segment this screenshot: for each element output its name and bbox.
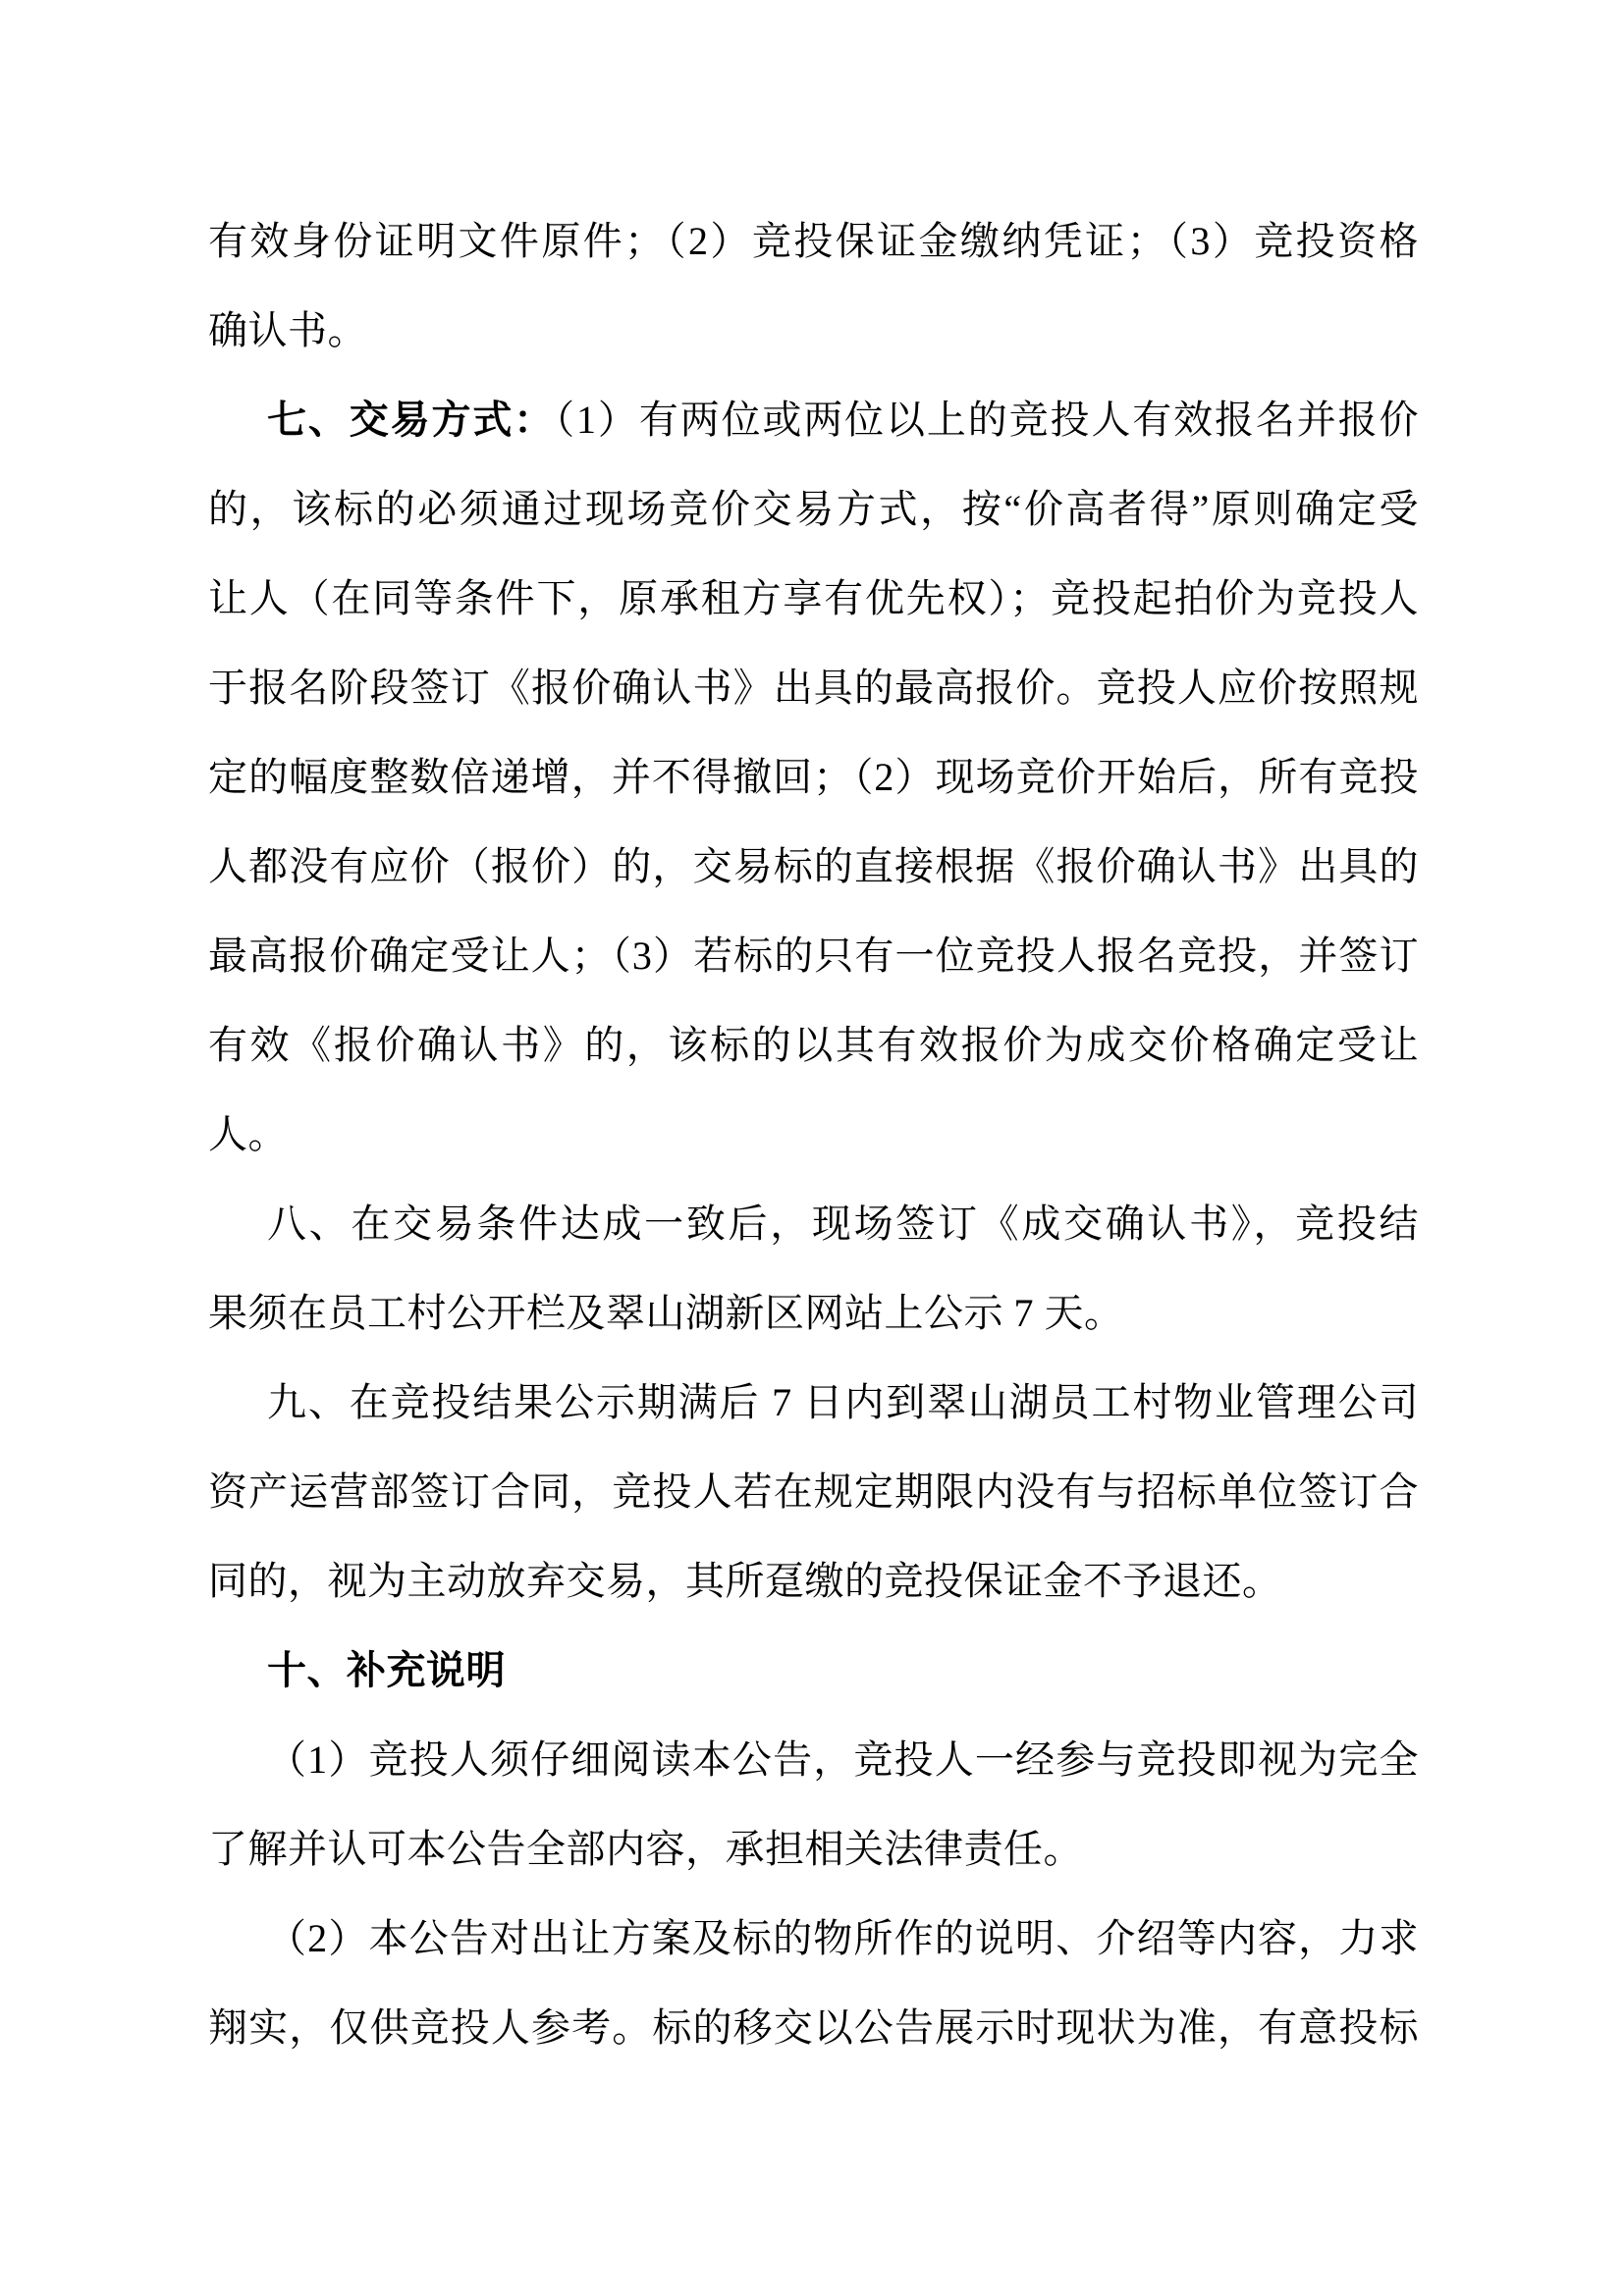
line-text: 了解并认可本公告全部内容，承担相关法律责任。 [208,1827,1083,1871]
line-text: （1）竞投人须仔细阅读本公告，竞投人一经参与竞投即视为完全 [267,1737,1419,1782]
text-line [208,1000,1419,1090]
line-text: 八、在交易条件达成一致后，现场签订《成交确认书》，竞投结 [267,1201,1419,1246]
text-line-section-8 [208,1179,1419,1268]
text-line [208,1894,1419,1983]
line-text: 翔实，仅供竞投人参考。标的移交以公告展示时现状为准，有意投标 [208,2005,1419,2050]
line-text: 同的，视为主动放弃交易，其所趸缴的竞投保证金不予退还。 [208,1559,1282,1603]
document-body [208,196,1419,2072]
text-line-section-9 [208,1358,1419,1447]
line-text: 有效身份证明文件原件；（2）竞投保证金缴纳凭证；（3）竞投资格 [208,219,1419,263]
text-line [208,1983,1419,2072]
text-line [208,1268,1419,1358]
text-line [208,1536,1419,1626]
line-text: 人。 [208,1112,288,1156]
text-line [208,1447,1419,1536]
text-line [208,1090,1419,1179]
section-heading: 七、交易方式： [267,398,556,442]
text-line [208,554,1419,643]
text-line [208,196,1419,286]
line-text: 资产运营部签订合同，竞投人若在规定期限内没有与招标单位签订合 [208,1469,1419,1514]
line-text: 定的幅度整数倍递增，并不得撤回；（2）现场竞价开始后，所有竞投 [208,755,1419,799]
line-text: 人都没有应价（报价）的，交易标的直接根据《报价确认书》出具的 [208,844,1419,888]
text-line [208,822,1419,911]
line-text: 于报名阶段签订《报价确认书》出具的最高报价。竞投人应价按照规 [208,666,1419,710]
text-line [208,286,1419,375]
text-line [208,1715,1419,1804]
text-line [208,1804,1419,1894]
section-heading: 十、补充说明 [267,1648,506,1692]
text-line [208,911,1419,1000]
line-text: 九、在竞投结果公示期满后 7 日内到翠山湖员工村物业管理公司 [267,1380,1419,1424]
line-text: 果须在员工村公开栏及翠山湖新区网站上公示 7 天。 [208,1291,1124,1335]
text-line [208,464,1419,554]
line-text: （2）本公告对出让方案及标的物所作的说明、介绍等内容，力求 [267,1916,1419,1960]
line-text: 让人（在同等条件下，原承租方享有优先权）；竞投起拍价为竞投人 [208,576,1419,620]
line-text: 有效《报价确认书》的，该标的以其有效报价为成交价格确定受让 [208,1023,1419,1067]
line-text: 的，该标的必须通过现场竞价交易方式，按“价高者得”原则确定受 [208,487,1419,531]
text-line [208,643,1419,732]
text-line-section-7 [208,375,1419,464]
text-line-section-10 [208,1626,1419,1715]
line-text: 最高报价确定受让人；（3）若标的只有一位竞投人报名竞投，并签订 [208,934,1419,978]
line-text: 确认书。 [208,308,367,352]
text-line [208,732,1419,822]
line-text: （1）有两位或两位以上的竞投人有效报名并报价 [555,398,1419,442]
